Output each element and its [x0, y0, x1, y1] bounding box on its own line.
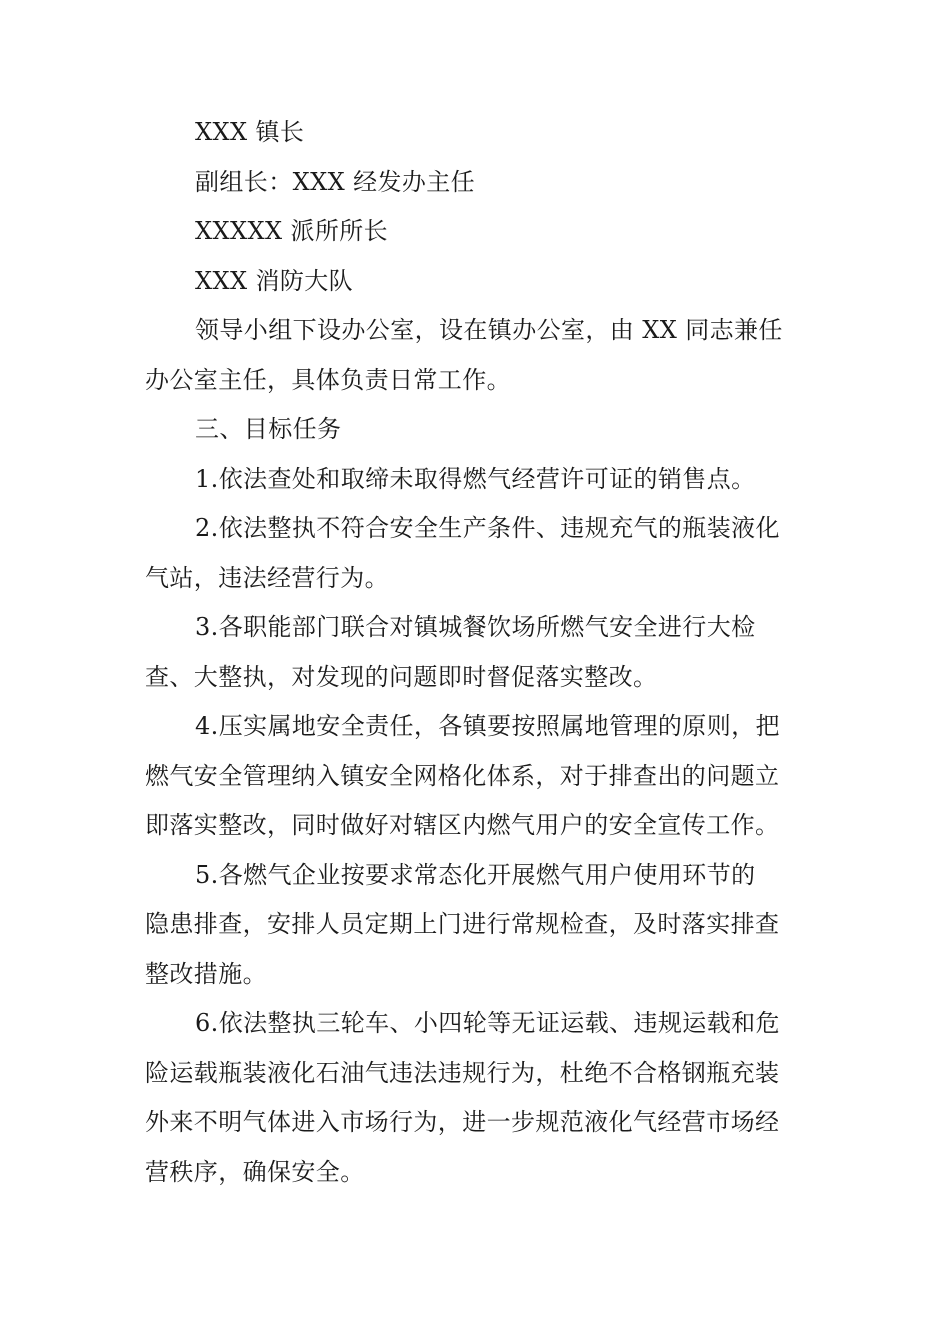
text-line: 2.依法整执不符合安全生产条件、违规充气的瓶装液化 [195, 514, 780, 542]
text-line: 5.各燃气企业按要求常态化开展燃气用户使用环节的 [195, 860, 756, 889]
text-line: 副组长：XXX 经发办主任 [195, 167, 476, 196]
text-line: 外来不明气体进入市场行为，进一步规范液化气经营市场经 [145, 1108, 780, 1136]
text-line: 即落实整改，同时做好对辖区内燃气用户的安全宣传工作。 [145, 811, 780, 839]
text-line: 领导小组下设办公室，设在镇办公室，由 XX 同志兼任 [195, 316, 783, 344]
text-line: 查、大整执，对发现的问题即时督促落实整改。 [145, 662, 658, 691]
text-line: 隐患排查，安排人员定期上门进行常规检查，及时落实排查 [145, 910, 780, 938]
text-line: 1.依法查处和取缔未取得燃气经营许可证的销售点。 [195, 464, 756, 493]
text-line: XXX 消防大队 [195, 266, 354, 295]
text-line: 4.压实属地安全责任，各镇要按照属地管理的原则，把 [195, 712, 780, 740]
text-line: 3.各职能部门联合对镇城餐饮场所燃气安全进行大检 [195, 613, 756, 641]
text-line: 险运载瓶装液化石油气违法违规行为，杜绝不合格钢瓶充装 [145, 1058, 780, 1087]
text-line: 整改措施。 [145, 959, 267, 988]
section-heading: 三、目标任务 [195, 415, 342, 443]
text-line: 营秩序，确保安全。 [145, 1157, 365, 1186]
text-line: 办公室主任，具体负责日常工作。 [145, 365, 511, 394]
text-line: 6.依法整执三轮车、小四轮等无证运载、违规运载和危 [195, 1009, 780, 1037]
text-line: XXX 镇长 [195, 118, 305, 146]
text-line: 气站，违法经营行为。 [145, 563, 389, 592]
document-body [145, 108, 835, 1197]
text-line: 燃气安全管理纳入镇安全网格化体系，对于排查出的问题立 [145, 761, 780, 790]
text-line: XXXXX 派所所长 [195, 217, 389, 245]
